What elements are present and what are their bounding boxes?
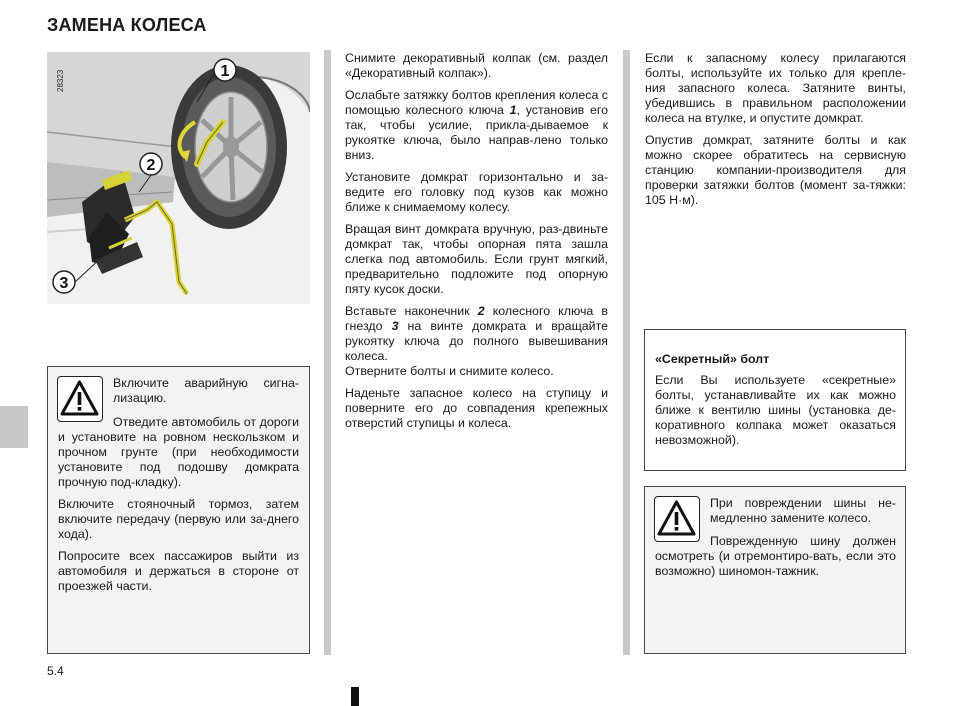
middle-column (345, 51, 608, 438)
step-extend-jack: Вращая винт домкрата вручную, раз-двиньте домкрат так, чтобы опорная пята зашла слегка под автомобиль. Если грунт мягкий, предварительно подложите под опорную пяту кусок доски. (345, 222, 608, 296)
callout-1: 1 (220, 63, 230, 80)
section-tab (0, 406, 28, 448)
column-divider-1 (324, 50, 331, 655)
step-remove-hubcap: Снимите декоративный колпак (см. раздел «Декоративный колпак»). (345, 51, 608, 80)
secret-bolt-heading: «Секретный» болт (655, 352, 770, 366)
secret-bolt-text: Если Вы используете «секретные» болты, устанавливайте их как можно ближе к вентилю шины (установка де-коративного колпака может оказаться невозможной). (655, 373, 896, 447)
warning-parking-brake-text: Включите стояночный тормоз, затем включите передачу (первую или за-днего хода). (58, 497, 299, 541)
warning-box-hazard (47, 366, 310, 654)
right-column (645, 51, 906, 215)
warning-box-tire (644, 486, 906, 654)
illustration-code: 28323 (56, 69, 65, 92)
page-marker (351, 687, 359, 706)
step-remove-wheel: Отверните болты и снимите колесо. (345, 364, 554, 378)
page-title: ЗАМЕНА КОЛЕСА (47, 15, 207, 35)
callout-3: 3 (59, 275, 69, 292)
step-spare-bolts: Если к запасному колесу прилагаются болты, используйте их только для крепле-ния запасного колеса. Затяните винты, убедившись в правильном расположении колеса на втулке, и опустите домкрат. (645, 51, 906, 125)
warning-passengers-text: Попросите всех пассажиров выйти из автомобиля и держаться в стороне от проезжей части. (58, 549, 299, 593)
step-place-jack: Установите домкрат горизонтально и за-ведите его головку под кузов как можно ближе к снимаемому колесу. (345, 170, 608, 214)
wheel-jack-drawing (47, 52, 310, 304)
warning-tire-repair-text: Поврежденную шину должен осмотреть (и отремонтиро-вать, если это возможно) шиномон-тажник. (655, 534, 896, 578)
warning-hazard-text: Включите аварийную сигна-лизацию. (113, 376, 299, 405)
secret-bolt-box (644, 329, 906, 471)
callout-2: 2 (146, 157, 156, 174)
step-tighten-bolts: Опустив домкрат, затяните болты и как можно скорее обратитесь на сервисную станцию компании-производителя для проверки затяжки болтов (момент за-тяжки: 105 Н·м). (645, 133, 906, 207)
step-insert-wrench: Вставьте наконечник 2 колесного ключа в гнездо 3 на винте домкрата и вращайте рукоятку ключа до полного вывешивания колеса. (345, 304, 609, 363)
page-number: 5.4 (47, 664, 64, 678)
step-fit-spare: Наденьте запасное колесо на ступицу и поверните его до совпадения крепежных отверстий ступицы и колеса. (345, 386, 608, 430)
jack-illustration (47, 52, 310, 304)
step-loosen-bolts: Ослабьте затяжку болтов крепления колеса с помощью колесного ключа 1, установив его так, чтобы усилие, прикла-дываемое к рукоятке ключа, было направ-лено только вниз. (345, 88, 609, 162)
warning-move-car-text: Отведите автомобиль от дороги и установите на ровном нескользком и прочном грунте (при необходимости установите под подошву домкрата прочную под-кладку). (58, 415, 299, 489)
warning-tire-damage-text: При повреждении шины не-медленно замените колесо. (710, 496, 896, 525)
column-divider-2 (623, 50, 630, 655)
